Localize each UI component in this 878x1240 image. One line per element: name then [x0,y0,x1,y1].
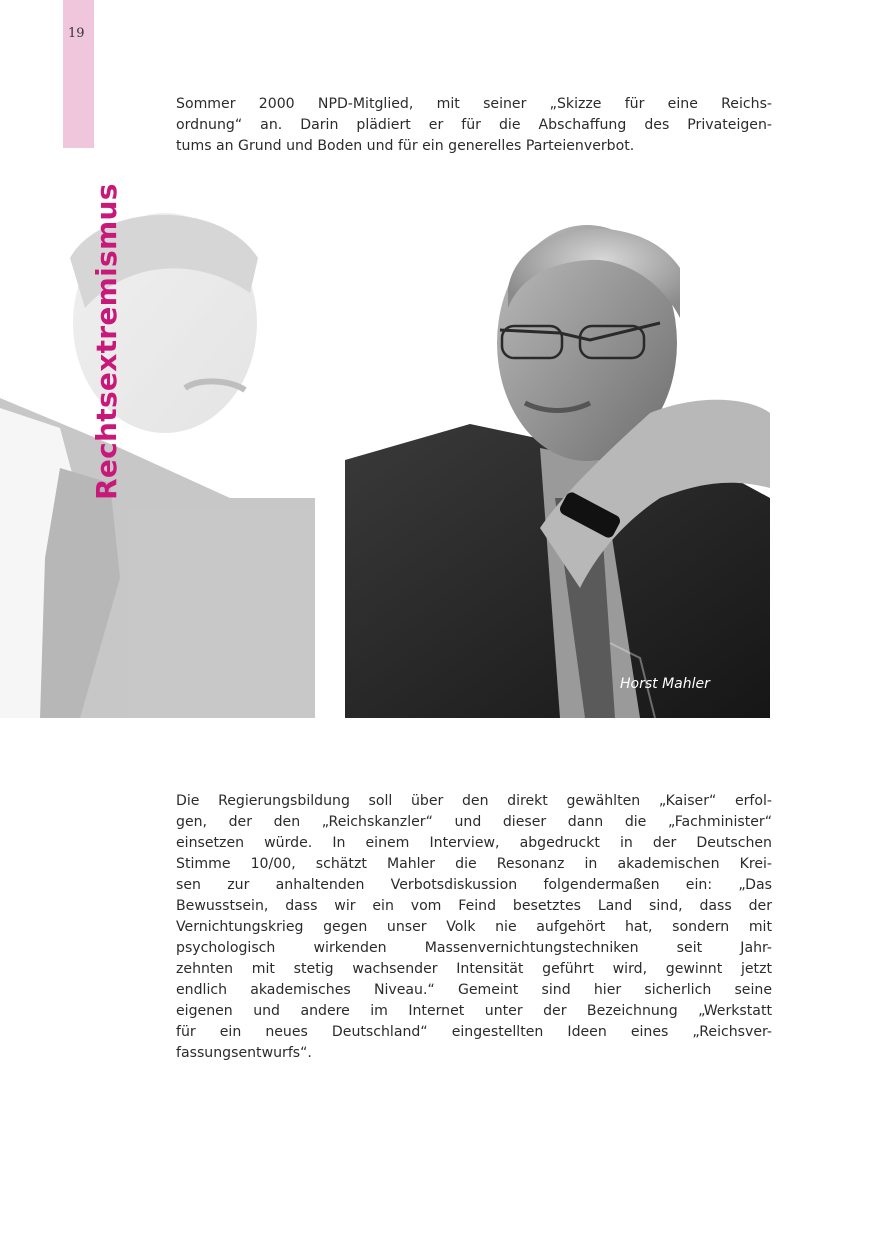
section-tab [63,0,94,148]
top-paragraph [176,94,772,157]
section-label: Rechtsextremismus [90,183,123,500]
bottom-paragraph [176,791,772,1064]
text-line: Bewusstsein, dass wir ein vom Feind besetztes Land sind, dass der [176,898,772,914]
text-line: psychologisch wirkenden Massenvernichtungstechniken seit Jahr- [176,940,772,956]
text-line: Stimme 10/00, schätzt Mahler die Resonanz in akademischen Krei- [176,856,772,872]
text-line: für ein neues Deutschland“ eingestellten Ideen eines „Reichsver- [176,1024,772,1040]
text-line: zehnten mit stetig wachsender Intensität geführt wird, gewinnt jetzt [176,961,772,977]
text-line: sen zur anhaltenden Verbotsdiskussion folgendermaßen ein: „Das [176,877,772,893]
text-line: Sommer 2000 NPD-Mitglied, mit seiner „Skizze für eine Reichs- [176,96,772,112]
portrait-photo [345,198,770,718]
text-line: gen, der den „Reichskanzler“ und dieser dann die „Fachminister“ [176,814,772,830]
text-line: eigenen und andere im Internet unter der Bezeichnung „Werkstatt [176,1003,772,1019]
text-line: Vernichtungskrieg gegen unser Volk nie aufgehört hat, sondern mit [176,919,772,935]
faded-person-left [0,213,315,718]
page-number: 19 [68,26,85,41]
text-line: endlich akademisches Niveau.“ Gemeint sind hier sicherlich seine [176,982,772,998]
photo-caption: Horst Mahler [620,676,710,692]
text-line: fassungsentwurfs“. [176,1045,312,1061]
text-line: ordnung“ an. Darin plädiert er für die Abschaffung des Privateigen- [176,117,772,133]
text-line: tums an Grund und Boden und für ein generelles Parteienverbot. [176,138,635,154]
text-line: Die Regierungsbildung soll über den direkt gewählten „Kaiser“ erfol- [176,793,772,809]
text-line: einsetzen würde. In einem Interview, abgedruckt in der Deutschen [176,835,772,851]
